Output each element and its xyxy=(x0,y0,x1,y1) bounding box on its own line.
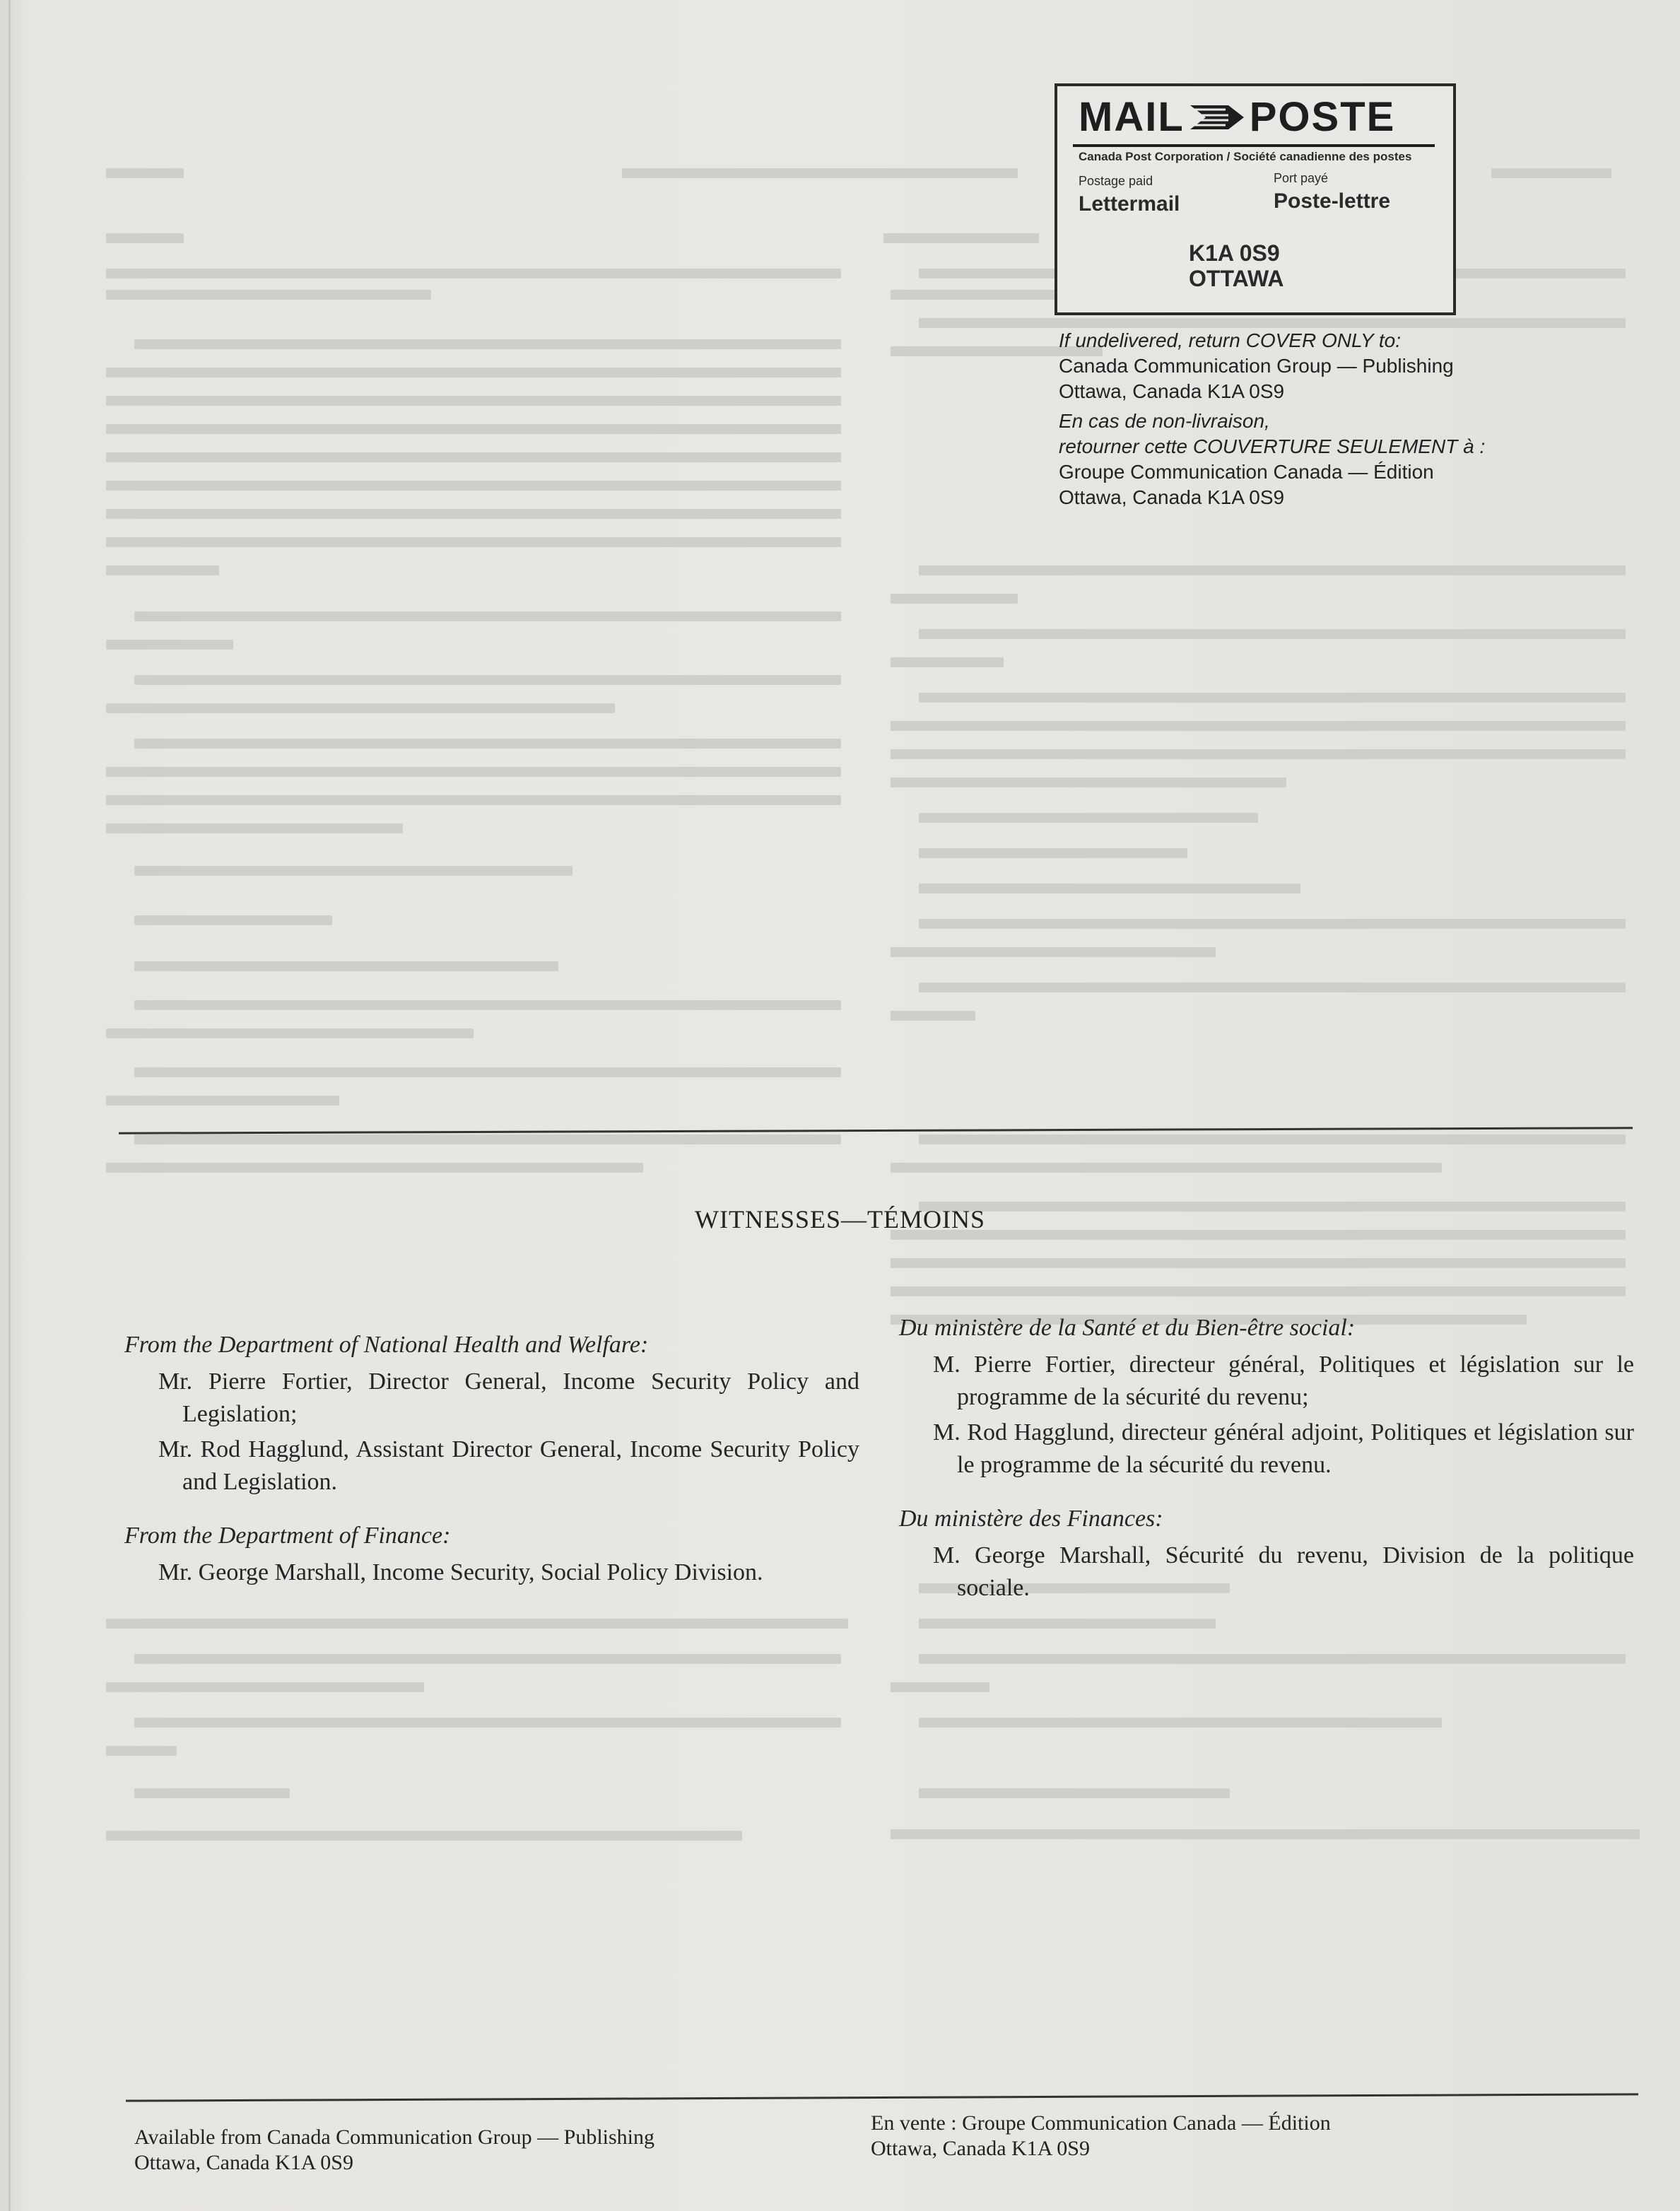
return-address xyxy=(1059,328,1596,510)
stamp-port-paye: Port payé xyxy=(1274,171,1329,185)
footer-french xyxy=(871,2111,1331,2162)
return-en-heading: If undelivered, return COVER ONLY to: xyxy=(1059,329,1402,351)
footer-fr-line1: En vente : Groupe Communication Canada — Édition xyxy=(871,2111,1331,2135)
stamp-postage-paid: Postage paid xyxy=(1079,174,1153,188)
stamp-postal-code: K1A 0S9 xyxy=(1189,240,1280,266)
stamp-city: OTTAWA xyxy=(1189,266,1284,291)
fr-witness-fortier: M. Pierre Fortier, directeur général, Politiques et législation sur le programme de la sécurité du revenu; xyxy=(933,1351,1634,1410)
en-witness-marshall: Mr. George Marshall, Income Security, Social Policy Division. xyxy=(158,1559,763,1585)
stamp-brand-right: POSTE xyxy=(1249,94,1396,140)
en-dept-health: From the Department of National Health and Welfare: xyxy=(124,1332,649,1358)
stamp-lettermail: Lettermail xyxy=(1079,192,1180,216)
return-en-line1: Canada Communication Group — Publishing xyxy=(1059,355,1454,377)
return-fr-line1: Groupe Communication Canada — Édition xyxy=(1059,461,1434,483)
footer-fr-line2: Ottawa, Canada K1A 0S9 xyxy=(871,2137,1090,2160)
stamp-brand-left: MAIL xyxy=(1079,94,1185,140)
witnesses-title: WITNESSES—TÉMOINS xyxy=(695,1205,985,1233)
return-en-line2: Ottawa, Canada K1A 0S9 xyxy=(1059,380,1285,402)
en-dept-finance: From the Department of Finance: xyxy=(124,1523,451,1549)
en-witness-fortier: Mr. Pierre Fortier, Director General, Income Security Policy and Legislation; xyxy=(158,1368,859,1427)
return-fr-heading1: En cas de non-livraison, xyxy=(1059,410,1270,432)
footer-en-line2: Ottawa, Canada K1A 0S9 xyxy=(134,2151,353,2174)
fr-dept-health: Du ministère de la Santé et du Bien-être social: xyxy=(899,1315,1356,1341)
fr-witness-marshall: M. George Marshall, Sécurité du revenu, Division de la politique sociale. xyxy=(933,1542,1634,1601)
arrow-logo-icon xyxy=(1189,101,1245,134)
fr-dept-finance: Du ministère des Finances: xyxy=(899,1506,1163,1532)
footer-english xyxy=(134,2125,654,2176)
stamp-poste-lettre: Poste-lettre xyxy=(1274,189,1391,213)
mail-poste-stamp xyxy=(1055,83,1456,315)
stamp-divider xyxy=(1073,144,1435,147)
fr-witness-hagglund: M. Rod Hagglund, directeur général adjoint, Politiques et législation sur le programme de la sécurité du revenu. xyxy=(933,1419,1634,1478)
witnesses-french-column xyxy=(899,1312,1634,1607)
en-witness-hagglund: Mr. Rod Hagglund, Assistant Director General, Income Security Policy and Legislation. xyxy=(158,1436,859,1495)
footer-en-line1: Available from Canada Communication Group — Publishing xyxy=(134,2125,654,2149)
return-fr-line2: Ottawa, Canada K1A 0S9 xyxy=(1059,486,1285,508)
stamp-corporation: Canada Post Corporation / Société canadienne des postes xyxy=(1079,150,1412,163)
witnesses-english-column xyxy=(124,1329,859,1592)
return-fr-heading2: retourner cette COUVERTURE SEULEMENT à : xyxy=(1059,435,1486,457)
binding-edge xyxy=(8,0,11,2211)
mail-poste-logo xyxy=(1079,96,1432,139)
